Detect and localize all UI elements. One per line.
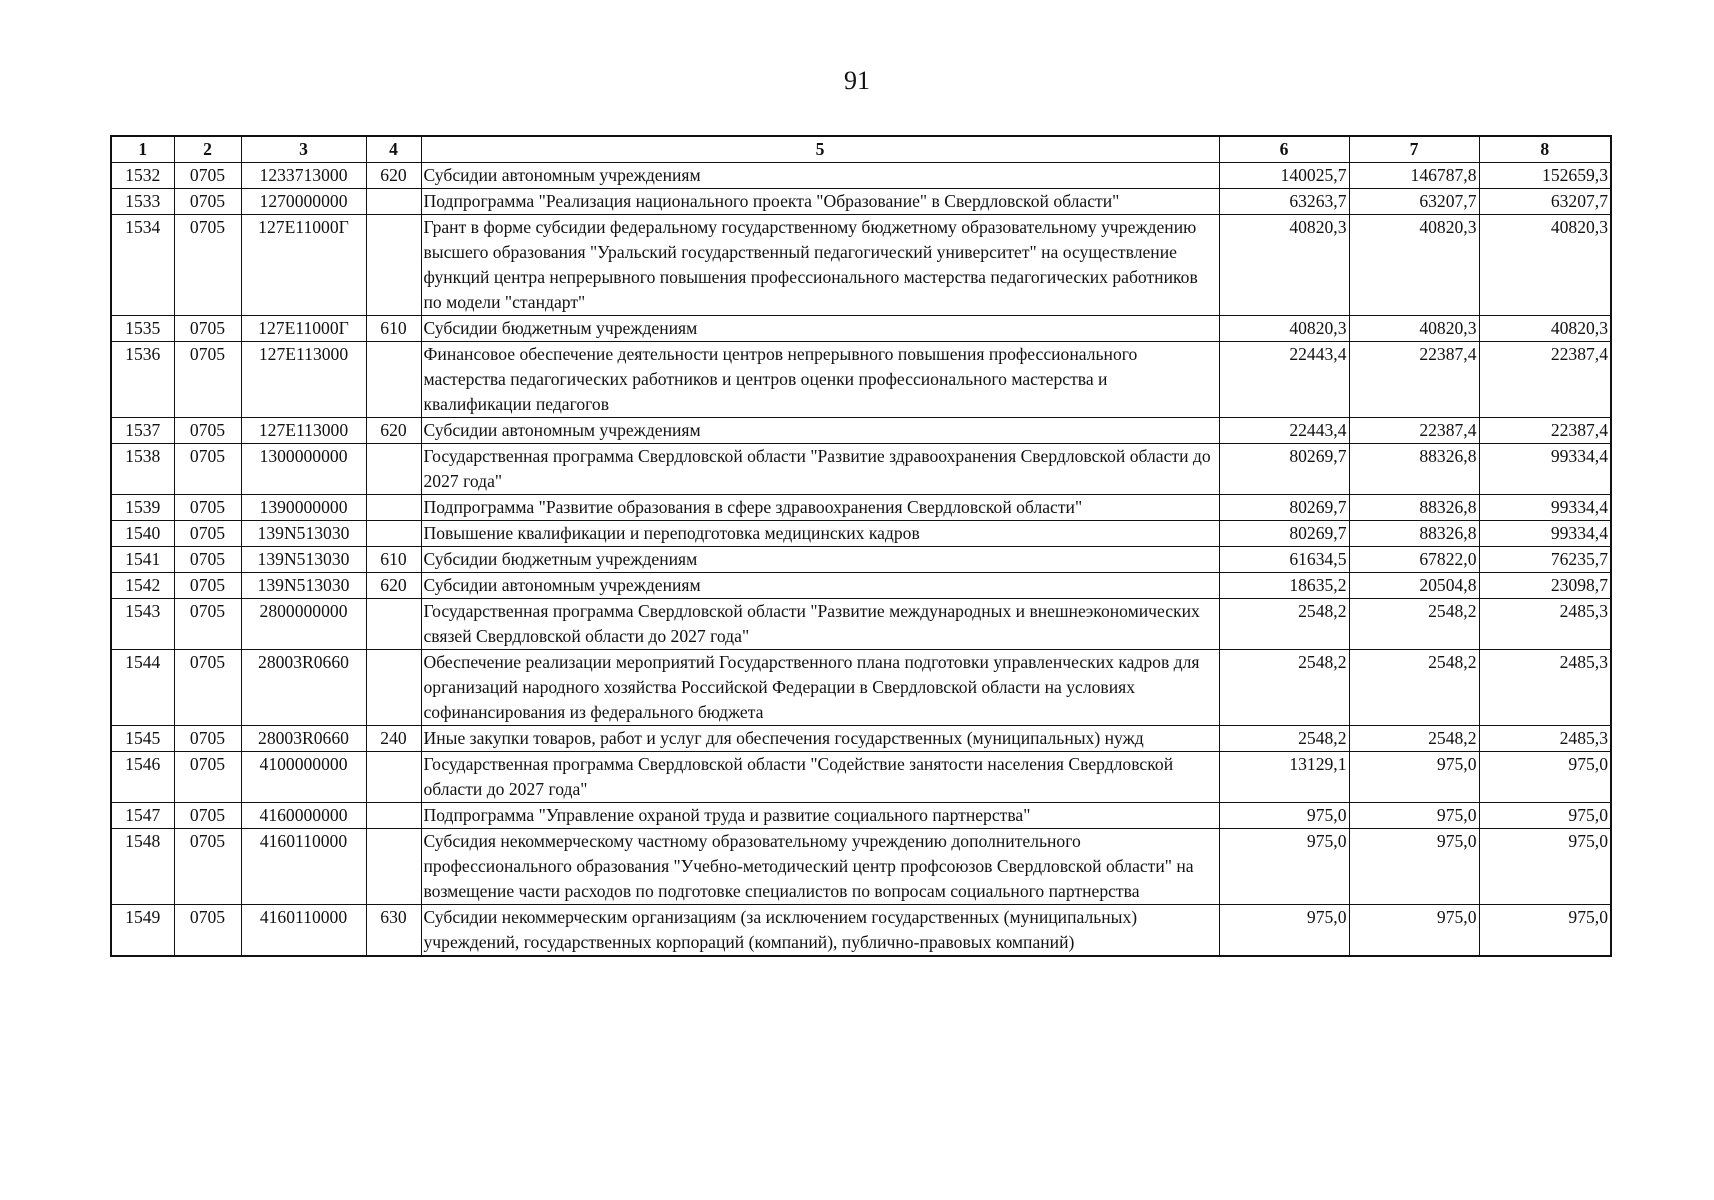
- item-name-cell: Субсидии бюджетным учреждениям: [421, 316, 1219, 342]
- item-name-cell: Субсидия некоммерческому частному образовательному учреждению дополнительного профессионального образования "Учебно-методический центр профсоюзов Свердловской области" на возмещение части расходов по подготовке специалистов по вопросам социального партнерства: [421, 829, 1219, 905]
- expense-kind-cell: 610: [366, 547, 421, 573]
- amount-col6-cell: 13129,1: [1219, 752, 1349, 803]
- section-code-cell: 0705: [174, 444, 241, 495]
- target-code-cell: 28003R0660: [241, 726, 366, 752]
- expense-kind-cell: 620: [366, 418, 421, 444]
- amount-col6-cell: 140025,7: [1219, 163, 1349, 189]
- section-code-cell: 0705: [174, 650, 241, 726]
- table-row: [111, 650, 1611, 726]
- amount-col8-cell: 40820,3: [1479, 215, 1611, 316]
- table-row: [111, 163, 1611, 189]
- target-code-cell: 1300000000: [241, 444, 366, 495]
- amount-col7-cell: 63207,7: [1349, 189, 1479, 215]
- table-row: [111, 599, 1611, 650]
- section-code-cell: 0705: [174, 599, 241, 650]
- amount-col6-cell: 2548,2: [1219, 726, 1349, 752]
- row-number-cell: 1547: [111, 803, 174, 829]
- column-header: 7: [1349, 136, 1479, 163]
- amount-col8-cell: 975,0: [1479, 905, 1611, 957]
- target-code-cell: 4160110000: [241, 829, 366, 905]
- expense-kind-cell: [366, 599, 421, 650]
- table-row: [111, 752, 1611, 803]
- amount-col8-cell: 2485,3: [1479, 599, 1611, 650]
- column-header: 6: [1219, 136, 1349, 163]
- table-row: [111, 726, 1611, 752]
- row-number-cell: 1534: [111, 215, 174, 316]
- expense-kind-cell: [366, 829, 421, 905]
- row-number-cell: 1541: [111, 547, 174, 573]
- item-name-cell: Повышение квалификации и переподготовка медицинских кадров: [421, 521, 1219, 547]
- amount-col7-cell: 975,0: [1349, 905, 1479, 957]
- amount-col6-cell: 80269,7: [1219, 444, 1349, 495]
- item-name-cell: Финансовое обеспечение деятельности центров непрерывного повышения профессионального мастерства педагогических работников и центров оценки профессионального мастерства и квалификации педагогов: [421, 342, 1219, 418]
- expense-kind-cell: [366, 803, 421, 829]
- row-number-cell: 1544: [111, 650, 174, 726]
- amount-col6-cell: 80269,7: [1219, 521, 1349, 547]
- amount-col8-cell: 63207,7: [1479, 189, 1611, 215]
- target-code-cell: 127E113000: [241, 418, 366, 444]
- column-header: 4: [366, 136, 421, 163]
- amount-col7-cell: 2548,2: [1349, 726, 1479, 752]
- row-number-cell: 1545: [111, 726, 174, 752]
- section-code-cell: 0705: [174, 829, 241, 905]
- target-code-cell: 127E113000: [241, 342, 366, 418]
- amount-col8-cell: 22387,4: [1479, 418, 1611, 444]
- table-row: [111, 547, 1611, 573]
- amount-col7-cell: 2548,2: [1349, 599, 1479, 650]
- section-code-cell: 0705: [174, 316, 241, 342]
- amount-col7-cell: 67822,0: [1349, 547, 1479, 573]
- amount-col8-cell: 76235,7: [1479, 547, 1611, 573]
- amount-col6-cell: 18635,2: [1219, 573, 1349, 599]
- amount-col8-cell: 40820,3: [1479, 316, 1611, 342]
- amount-col8-cell: 975,0: [1479, 803, 1611, 829]
- target-code-cell: 4160000000: [241, 803, 366, 829]
- column-header: 3: [241, 136, 366, 163]
- target-code-cell: 4100000000: [241, 752, 366, 803]
- section-code-cell: 0705: [174, 803, 241, 829]
- amount-col6-cell: 40820,3: [1219, 215, 1349, 316]
- page-number: 91: [844, 66, 870, 95]
- amount-col8-cell: 99334,4: [1479, 521, 1611, 547]
- budget-table: [110, 135, 1612, 957]
- table-row: [111, 215, 1611, 316]
- table-row: [111, 189, 1611, 215]
- expense-kind-cell: [366, 650, 421, 726]
- section-code-cell: 0705: [174, 752, 241, 803]
- table-row: [111, 803, 1611, 829]
- item-name-cell: Обеспечение реализации мероприятий Государственного плана подготовки управленческих кадров для организаций народного хозяйства Российской Федерации в Свердловской области на условиях софинансирования из федерального бюджета: [421, 650, 1219, 726]
- row-number-cell: 1535: [111, 316, 174, 342]
- amount-col6-cell: 61634,5: [1219, 547, 1349, 573]
- amount-col7-cell: 22387,4: [1349, 342, 1479, 418]
- section-code-cell: 0705: [174, 573, 241, 599]
- row-number-cell: 1538: [111, 444, 174, 495]
- amount-col6-cell: 2548,2: [1219, 650, 1349, 726]
- item-name-cell: Подпрограмма "Реализация национального проекта "Образование" в Свердловской области": [421, 189, 1219, 215]
- amount-col8-cell: 22387,4: [1479, 342, 1611, 418]
- expense-kind-cell: [366, 752, 421, 803]
- expense-kind-cell: [366, 521, 421, 547]
- amount-col6-cell: 63263,7: [1219, 189, 1349, 215]
- table-row: [111, 444, 1611, 495]
- item-name-cell: Государственная программа Свердловской области "Развитие здравоохранения Свердловской области до 2027 года": [421, 444, 1219, 495]
- section-code-cell: 0705: [174, 163, 241, 189]
- amount-col6-cell: 975,0: [1219, 905, 1349, 957]
- amount-col6-cell: 80269,7: [1219, 495, 1349, 521]
- table-row: [111, 521, 1611, 547]
- item-name-cell: Подпрограмма "Развитие образования в сфере здравоохранения Свердловской области": [421, 495, 1219, 521]
- section-code-cell: 0705: [174, 215, 241, 316]
- amount-col8-cell: 152659,3: [1479, 163, 1611, 189]
- amount-col8-cell: 99334,4: [1479, 495, 1611, 521]
- header-row: [111, 136, 1611, 163]
- amount-col7-cell: 975,0: [1349, 752, 1479, 803]
- amount-col7-cell: 975,0: [1349, 829, 1479, 905]
- section-code-cell: 0705: [174, 495, 241, 521]
- amount-col8-cell: 2485,3: [1479, 650, 1611, 726]
- target-code-cell: 127E11000Г: [241, 316, 366, 342]
- table-row: [111, 316, 1611, 342]
- table-row: [111, 573, 1611, 599]
- expense-kind-cell: [366, 215, 421, 316]
- target-code-cell: 1270000000: [241, 189, 366, 215]
- row-number-cell: 1533: [111, 189, 174, 215]
- row-number-cell: 1548: [111, 829, 174, 905]
- column-header: 1: [111, 136, 174, 163]
- target-code-cell: 127E11000Г: [241, 215, 366, 316]
- expense-kind-cell: [366, 342, 421, 418]
- table-row: [111, 495, 1611, 521]
- item-name-cell: Грант в форме субсидии федеральному государственному бюджетному образовательному учреждению высшего образования "Уральский государственный педагогический университет" на осуществление функций центра непрерывного повышения профессионального мастерства педагогических работников по модели "стандарт": [421, 215, 1219, 316]
- amount-col6-cell: 2548,2: [1219, 599, 1349, 650]
- expense-kind-cell: 240: [366, 726, 421, 752]
- amount-col6-cell: 975,0: [1219, 803, 1349, 829]
- item-name-cell: Подпрограмма "Управление охраной труда и развитие социального партнерства": [421, 803, 1219, 829]
- column-header: 5: [421, 136, 1219, 163]
- expense-kind-cell: 620: [366, 573, 421, 599]
- item-name-cell: Государственная программа Свердловской области "Содействие занятости населения Свердловской области до 2027 года": [421, 752, 1219, 803]
- amount-col7-cell: 40820,3: [1349, 316, 1479, 342]
- target-code-cell: 2800000000: [241, 599, 366, 650]
- target-code-cell: 1233713000: [241, 163, 366, 189]
- column-header: 8: [1479, 136, 1611, 163]
- row-number-cell: 1549: [111, 905, 174, 957]
- amount-col8-cell: 99334,4: [1479, 444, 1611, 495]
- section-code-cell: 0705: [174, 342, 241, 418]
- amount-col7-cell: 88326,8: [1349, 521, 1479, 547]
- expense-kind-cell: [366, 189, 421, 215]
- table-row: [111, 905, 1611, 957]
- expense-kind-cell: 630: [366, 905, 421, 957]
- target-code-cell: 28003R0660: [241, 650, 366, 726]
- expense-kind-cell: 620: [366, 163, 421, 189]
- section-code-cell: 0705: [174, 905, 241, 957]
- table-row: [111, 829, 1611, 905]
- table-row: [111, 342, 1611, 418]
- amount-col8-cell: 2485,3: [1479, 726, 1611, 752]
- target-code-cell: 139N513030: [241, 521, 366, 547]
- amount-col6-cell: 40820,3: [1219, 316, 1349, 342]
- amount-col7-cell: 40820,3: [1349, 215, 1479, 316]
- amount-col7-cell: 22387,4: [1349, 418, 1479, 444]
- amount-col8-cell: 23098,7: [1479, 573, 1611, 599]
- amount-col7-cell: 88326,8: [1349, 444, 1479, 495]
- amount-col7-cell: 146787,8: [1349, 163, 1479, 189]
- target-code-cell: 4160110000: [241, 905, 366, 957]
- expense-kind-cell: [366, 444, 421, 495]
- row-number-cell: 1536: [111, 342, 174, 418]
- row-number-cell: 1532: [111, 163, 174, 189]
- item-name-cell: Субсидии автономным учреждениям: [421, 418, 1219, 444]
- target-code-cell: 139N513030: [241, 547, 366, 573]
- amount-col8-cell: 975,0: [1479, 752, 1611, 803]
- amount-col6-cell: 975,0: [1219, 829, 1349, 905]
- section-code-cell: 0705: [174, 418, 241, 444]
- row-number-cell: 1543: [111, 599, 174, 650]
- item-name-cell: Иные закупки товаров, работ и услуг для обеспечения государственных (муниципальных) нужд: [421, 726, 1219, 752]
- section-code-cell: 0705: [174, 521, 241, 547]
- row-number-cell: 1539: [111, 495, 174, 521]
- amount-col7-cell: 20504,8: [1349, 573, 1479, 599]
- row-number-cell: 1540: [111, 521, 174, 547]
- item-name-cell: Субсидии бюджетным учреждениям: [421, 547, 1219, 573]
- amount-col7-cell: 975,0: [1349, 803, 1479, 829]
- section-code-cell: 0705: [174, 189, 241, 215]
- amount-col7-cell: 2548,2: [1349, 650, 1479, 726]
- section-code-cell: 0705: [174, 547, 241, 573]
- column-header: 2: [174, 136, 241, 163]
- item-name-cell: Субсидии некоммерческим организациям (за исключением государственных (муниципальных) учреждений, государственных корпораций (компаний), публично-правовых компаний): [421, 905, 1219, 957]
- row-number-cell: 1542: [111, 573, 174, 599]
- amount-col8-cell: 975,0: [1479, 829, 1611, 905]
- table-row: [111, 418, 1611, 444]
- item-name-cell: Субсидии автономным учреждениям: [421, 163, 1219, 189]
- amount-col6-cell: 22443,4: [1219, 342, 1349, 418]
- section-code-cell: 0705: [174, 726, 241, 752]
- item-name-cell: Государственная программа Свердловской области "Развитие международных и внешнеэкономических связей Свердловской области до 2027 года": [421, 599, 1219, 650]
- row-number-cell: 1546: [111, 752, 174, 803]
- amount-col7-cell: 88326,8: [1349, 495, 1479, 521]
- item-name-cell: Субсидии автономным учреждениям: [421, 573, 1219, 599]
- expense-kind-cell: [366, 495, 421, 521]
- amount-col6-cell: 22443,4: [1219, 418, 1349, 444]
- expense-kind-cell: 610: [366, 316, 421, 342]
- row-number-cell: 1537: [111, 418, 174, 444]
- target-code-cell: 1390000000: [241, 495, 366, 521]
- target-code-cell: 139N513030: [241, 573, 366, 599]
